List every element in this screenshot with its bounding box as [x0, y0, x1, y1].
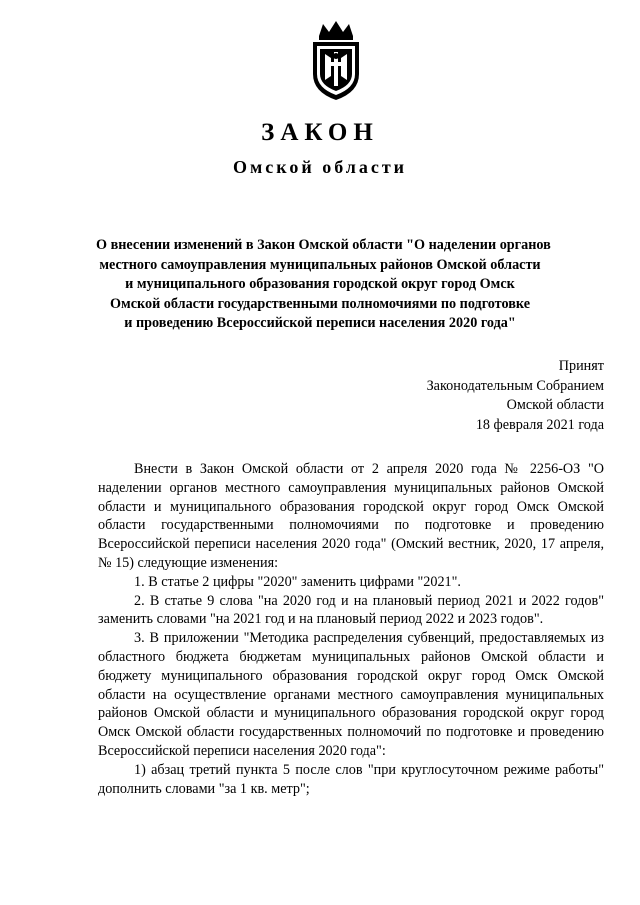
adoption-block [364, 357, 604, 435]
heading-line: местного самоуправления муниципальных районов Омской области [99, 256, 541, 273]
coat-of-arms-icon [305, 18, 367, 102]
document-title: ЗАКОН [261, 119, 379, 146]
adoption-line: Законодательным Собранием [426, 377, 604, 394]
body-item-1: 1. В статье 2 цифры "2020" заменить цифрами "2021". [134, 573, 461, 590]
document-subtitle: Омской области [232, 157, 408, 177]
adoption-line: Принят [558, 358, 604, 374]
body-item-2: 2. В статье 9 слова "на 2020 год и на плановый период 2021 и 2022 годов" заменить словами "на 2021 год и на плановый период 2022 и 2023 годов". [98, 592, 604, 628]
heading-line: и муниципального образования городской округ город Омск [125, 276, 515, 293]
heading-line: Омской области государственными полномочиями по подготовке [110, 295, 530, 312]
adoption-line: Омской области [506, 397, 604, 414]
heading-line: и проведению Всероссийской переписи населения 2020 года" [124, 315, 516, 332]
adoption-date: 18 февраля 2021 года [475, 416, 604, 433]
law-heading [96, 236, 551, 334]
heading-line: О внесении изменений в Закон Омской области "О наделении органов [96, 237, 551, 253]
body-intro-paragraph: Внести в Закон Омской области от 2 апреля 2020 года № 2256-ОЗ "О наделении органов местного самоуправления муниципальных районов Омской области и муниципального образования городской округ город Омск Омской области государственными полномочиями по подготовке и проведению Всероссийской переписи населения 2020 года" (Омский вестник, 2020, 17 апреля, № 15) следующие изменения: [98, 461, 604, 571]
body-subitem-1: 1) абзац третий пункта 5 после слов "при круглосуточном режиме работы" дополнить словами "за 1 кв. метр"; [98, 761, 604, 797]
law-body [98, 460, 604, 798]
body-item-3: 3. В приложении "Методика распределения субвенций, предоставляемых из областного бюджета бюджетам муниципальных районов Омской области и бюджету муниципального образования городской округ город Омск Омской области на осуществление органами местного самоуправления муниципальных районов Омской области и муниципального образования городской округ город Омск Омской области государственных полномочий по подготовке и проведению Всероссийской переписи населения 2020 года": [98, 630, 604, 759]
